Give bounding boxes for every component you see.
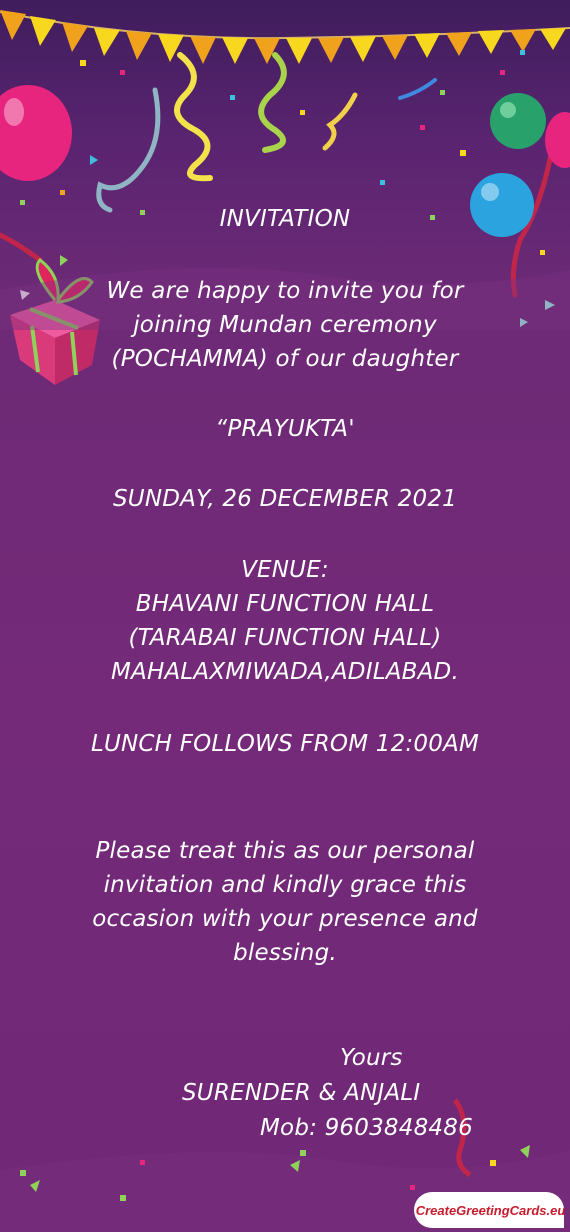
hosts-names: SURENDER & ANJALI	[182, 1080, 421, 1106]
child-name: “PRAYUKTA'	[215, 416, 355, 442]
brand-logo-text: CreateGreetingCards.eu	[415, 1202, 566, 1218]
intro-line: (POCHAMMA) of our daughter	[111, 346, 459, 372]
venue-line: MAHALAXMIWADA,ADILABAD.	[111, 659, 459, 685]
closing-line: invitation and kindly grace this	[103, 872, 467, 898]
streamers	[0, 55, 555, 295]
venue-line: BHAVANI FUNCTION HALL	[135, 591, 435, 617]
venue-line: (TARABAI FUNCTION HALL)	[128, 625, 442, 651]
venue-label: VENUE:	[241, 557, 329, 583]
event-date: SUNDAY, 26 DECEMBER 2021	[113, 486, 457, 512]
intro-line: joining Mundan ceremony	[133, 312, 437, 338]
closing-line: blessing.	[233, 940, 337, 966]
signoff: Yours	[340, 1045, 403, 1071]
brand-logo[interactable]	[414, 1192, 564, 1228]
invitation-heading: INVITATION	[219, 206, 351, 232]
closing-line: occasion with your presence and	[92, 906, 478, 932]
lunch-info: LUNCH FOLLOWS FROM 12:00AM	[90, 731, 480, 757]
bunting-flags	[0, 10, 570, 64]
closing-line: Please treat this as our personal	[95, 838, 475, 864]
mobile-number: Mob: 9603848486	[260, 1115, 473, 1141]
intro-line: We are happy to invite you for	[106, 278, 464, 304]
